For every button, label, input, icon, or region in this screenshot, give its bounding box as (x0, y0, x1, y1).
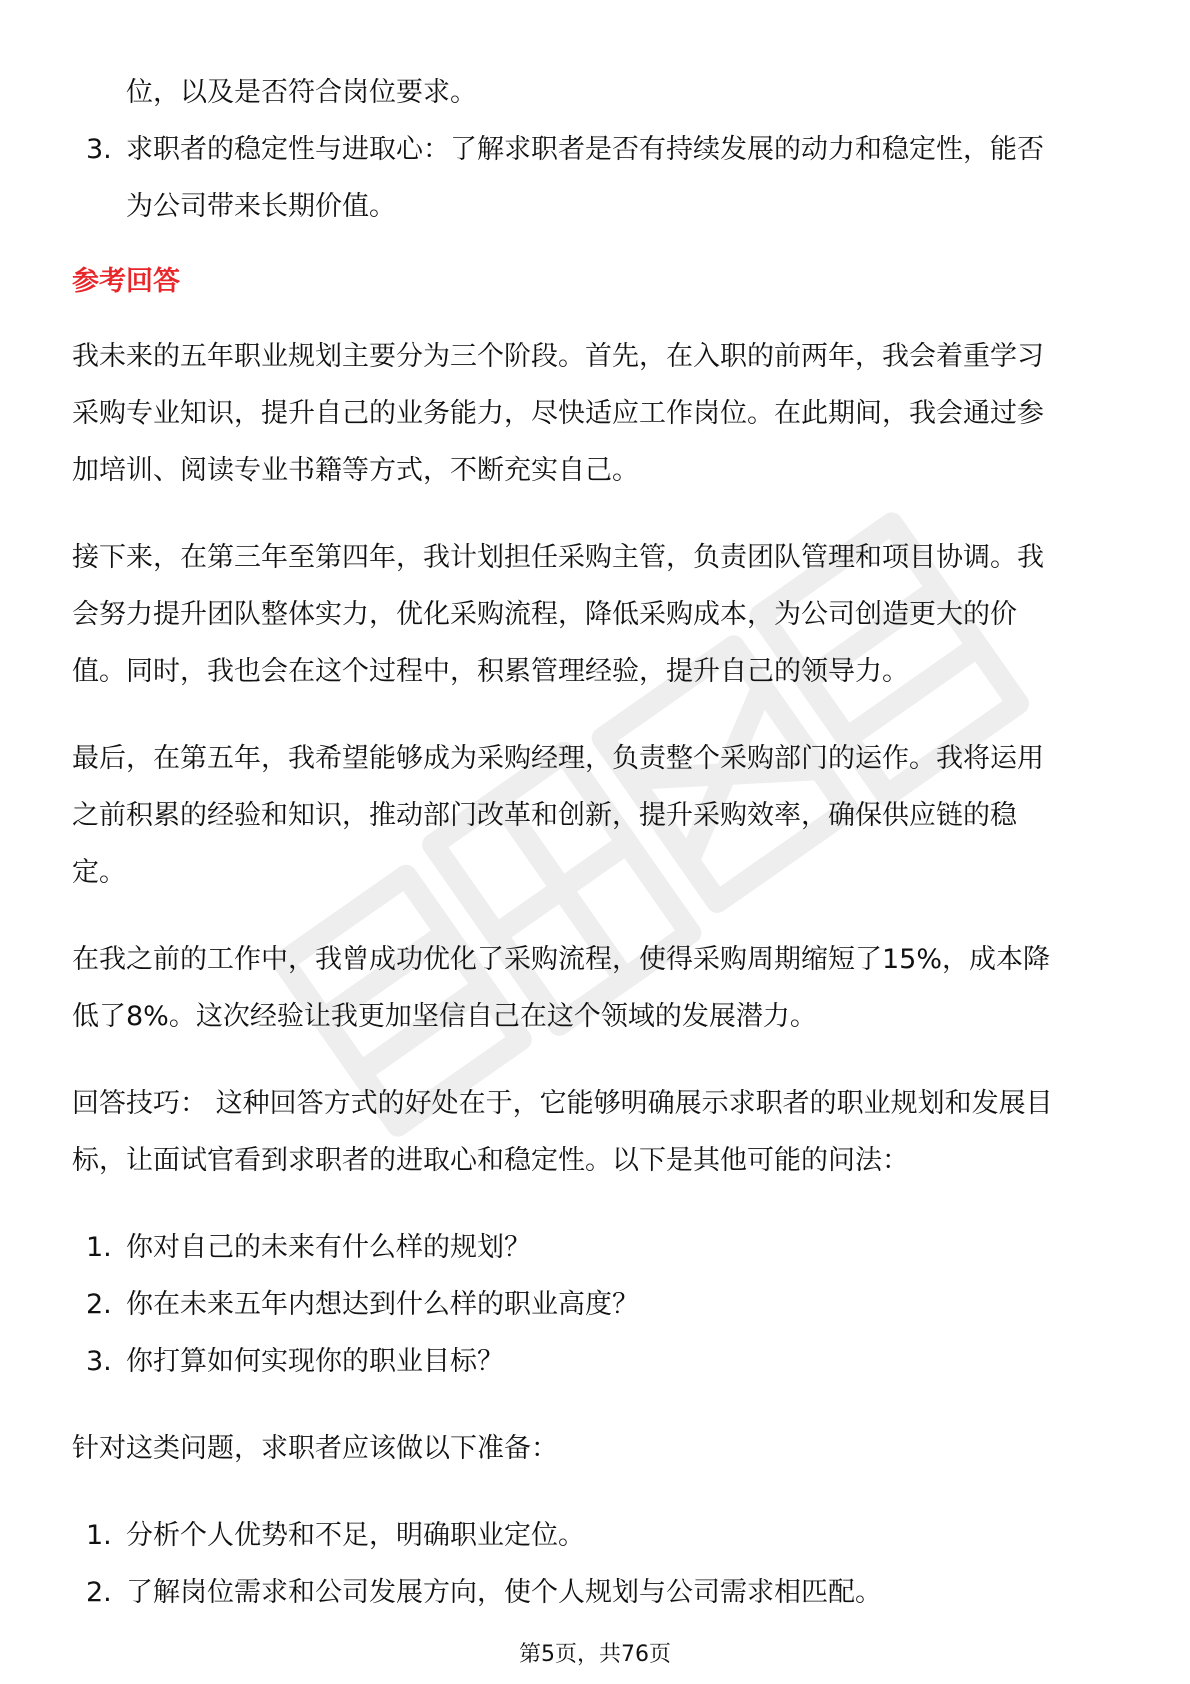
list-item (72, 1276, 1122, 1333)
prep-intro: 针对这类问题，求职者应该做以下准备： (72, 1433, 558, 1464)
list-item-number: 2. (86, 1289, 112, 1320)
paragraph-line: 定。 (72, 857, 126, 888)
paragraph-line: 标，让面试官看到求职者的进取心和稳定性。以下是其他可能的问法： (72, 1145, 909, 1176)
paragraph-line: 值。同时，我也会在这个过程中，积累管理经验，提升自己的领导力。 (72, 656, 909, 687)
paragraph-line: 回答技巧： 这种回答方式的好处在于，它能够明确展示求职者的职业规划和发展目 (72, 1088, 1053, 1119)
list-item-continuation: 位，以及是否符合岗位要求。 (126, 77, 477, 108)
list-item-number: 2. (86, 1577, 112, 1608)
list-item-text: 了解岗位需求和公司发展方向，使个人规划与公司需求相匹配。 (126, 1577, 882, 1608)
paragraph-past-experience (72, 931, 1122, 1045)
list-item-number: 3. (86, 1346, 112, 1377)
paragraph-line: 采购专业知识，提升自己的业务能力，尽快适应工作岗位。在此期间，我会通过参 (72, 398, 1044, 429)
paragraph-stage-two (72, 529, 1122, 700)
list-item-text: 你打算如何实现你的职业目标？ (126, 1346, 504, 1377)
list-item-text: 求职者的稳定性与进取心：了解求职者是否有持续发展的动力和稳定性，能否 (126, 134, 1044, 165)
list-item-text: 分析个人优势和不足，明确职业定位。 (126, 1520, 585, 1551)
page-content (72, 64, 1122, 1621)
alt-questions-list (72, 1219, 1122, 1390)
prep-list (72, 1507, 1122, 1621)
paragraph-line: 我未来的五年职业规划主要分为三个阶段。首先，在入职的前两年，我会着重学习 (72, 341, 1044, 372)
list-item-number: 1. (86, 1232, 112, 1263)
list-item (72, 121, 1122, 235)
answer-heading: 参考回答 (72, 266, 180, 297)
paragraph-answer-tips (72, 1075, 1122, 1189)
paragraph-line: 之前积累的经验和知识，推动部门改革和创新，提升采购效率，确保供应链的稳 (72, 800, 1017, 831)
paragraph-line: 在我之前的工作中，我曾成功优化了采购流程，使得采购周期缩短了15%，成本降 (72, 944, 1051, 975)
paragraph-plan-overview (72, 328, 1122, 499)
paragraph-line: 低了8%。这次经验让我更加坚信自己在这个领域的发展潜力。 (72, 1001, 817, 1032)
list-item-text: 你对自己的未来有什么样的规划？ (126, 1232, 531, 1263)
list-item (72, 1564, 1122, 1621)
paragraph-line: 最后，在第五年，我希望能够成为采购经理，负责整个采购部门的运作。我将运用 (72, 743, 1044, 774)
list-item-text: 为公司带来长期价值。 (126, 191, 396, 222)
list-item-text: 你在未来五年内想达到什么样的职业高度？ (126, 1289, 639, 1320)
list-item (72, 1507, 1122, 1564)
paragraph-stage-three (72, 730, 1122, 901)
paragraph-line: 加培训、阅读专业书籍等方式，不断充实自己。 (72, 455, 639, 486)
page-number-footer: 第5页，共76页 (519, 1642, 671, 1667)
list-item-number: 1. (86, 1520, 112, 1551)
paragraph-line: 接下来，在第三年至第四年，我计划担任采购主管，负责团队管理和项目协调。我 (72, 542, 1044, 573)
paragraph-line: 会努力提升团队整体实力，优化采购流程，降低采购成本，为公司创造更大的价 (72, 599, 1017, 630)
list-item (72, 1333, 1122, 1390)
list-item-number: 3. (86, 134, 112, 165)
list-item (72, 1219, 1122, 1276)
